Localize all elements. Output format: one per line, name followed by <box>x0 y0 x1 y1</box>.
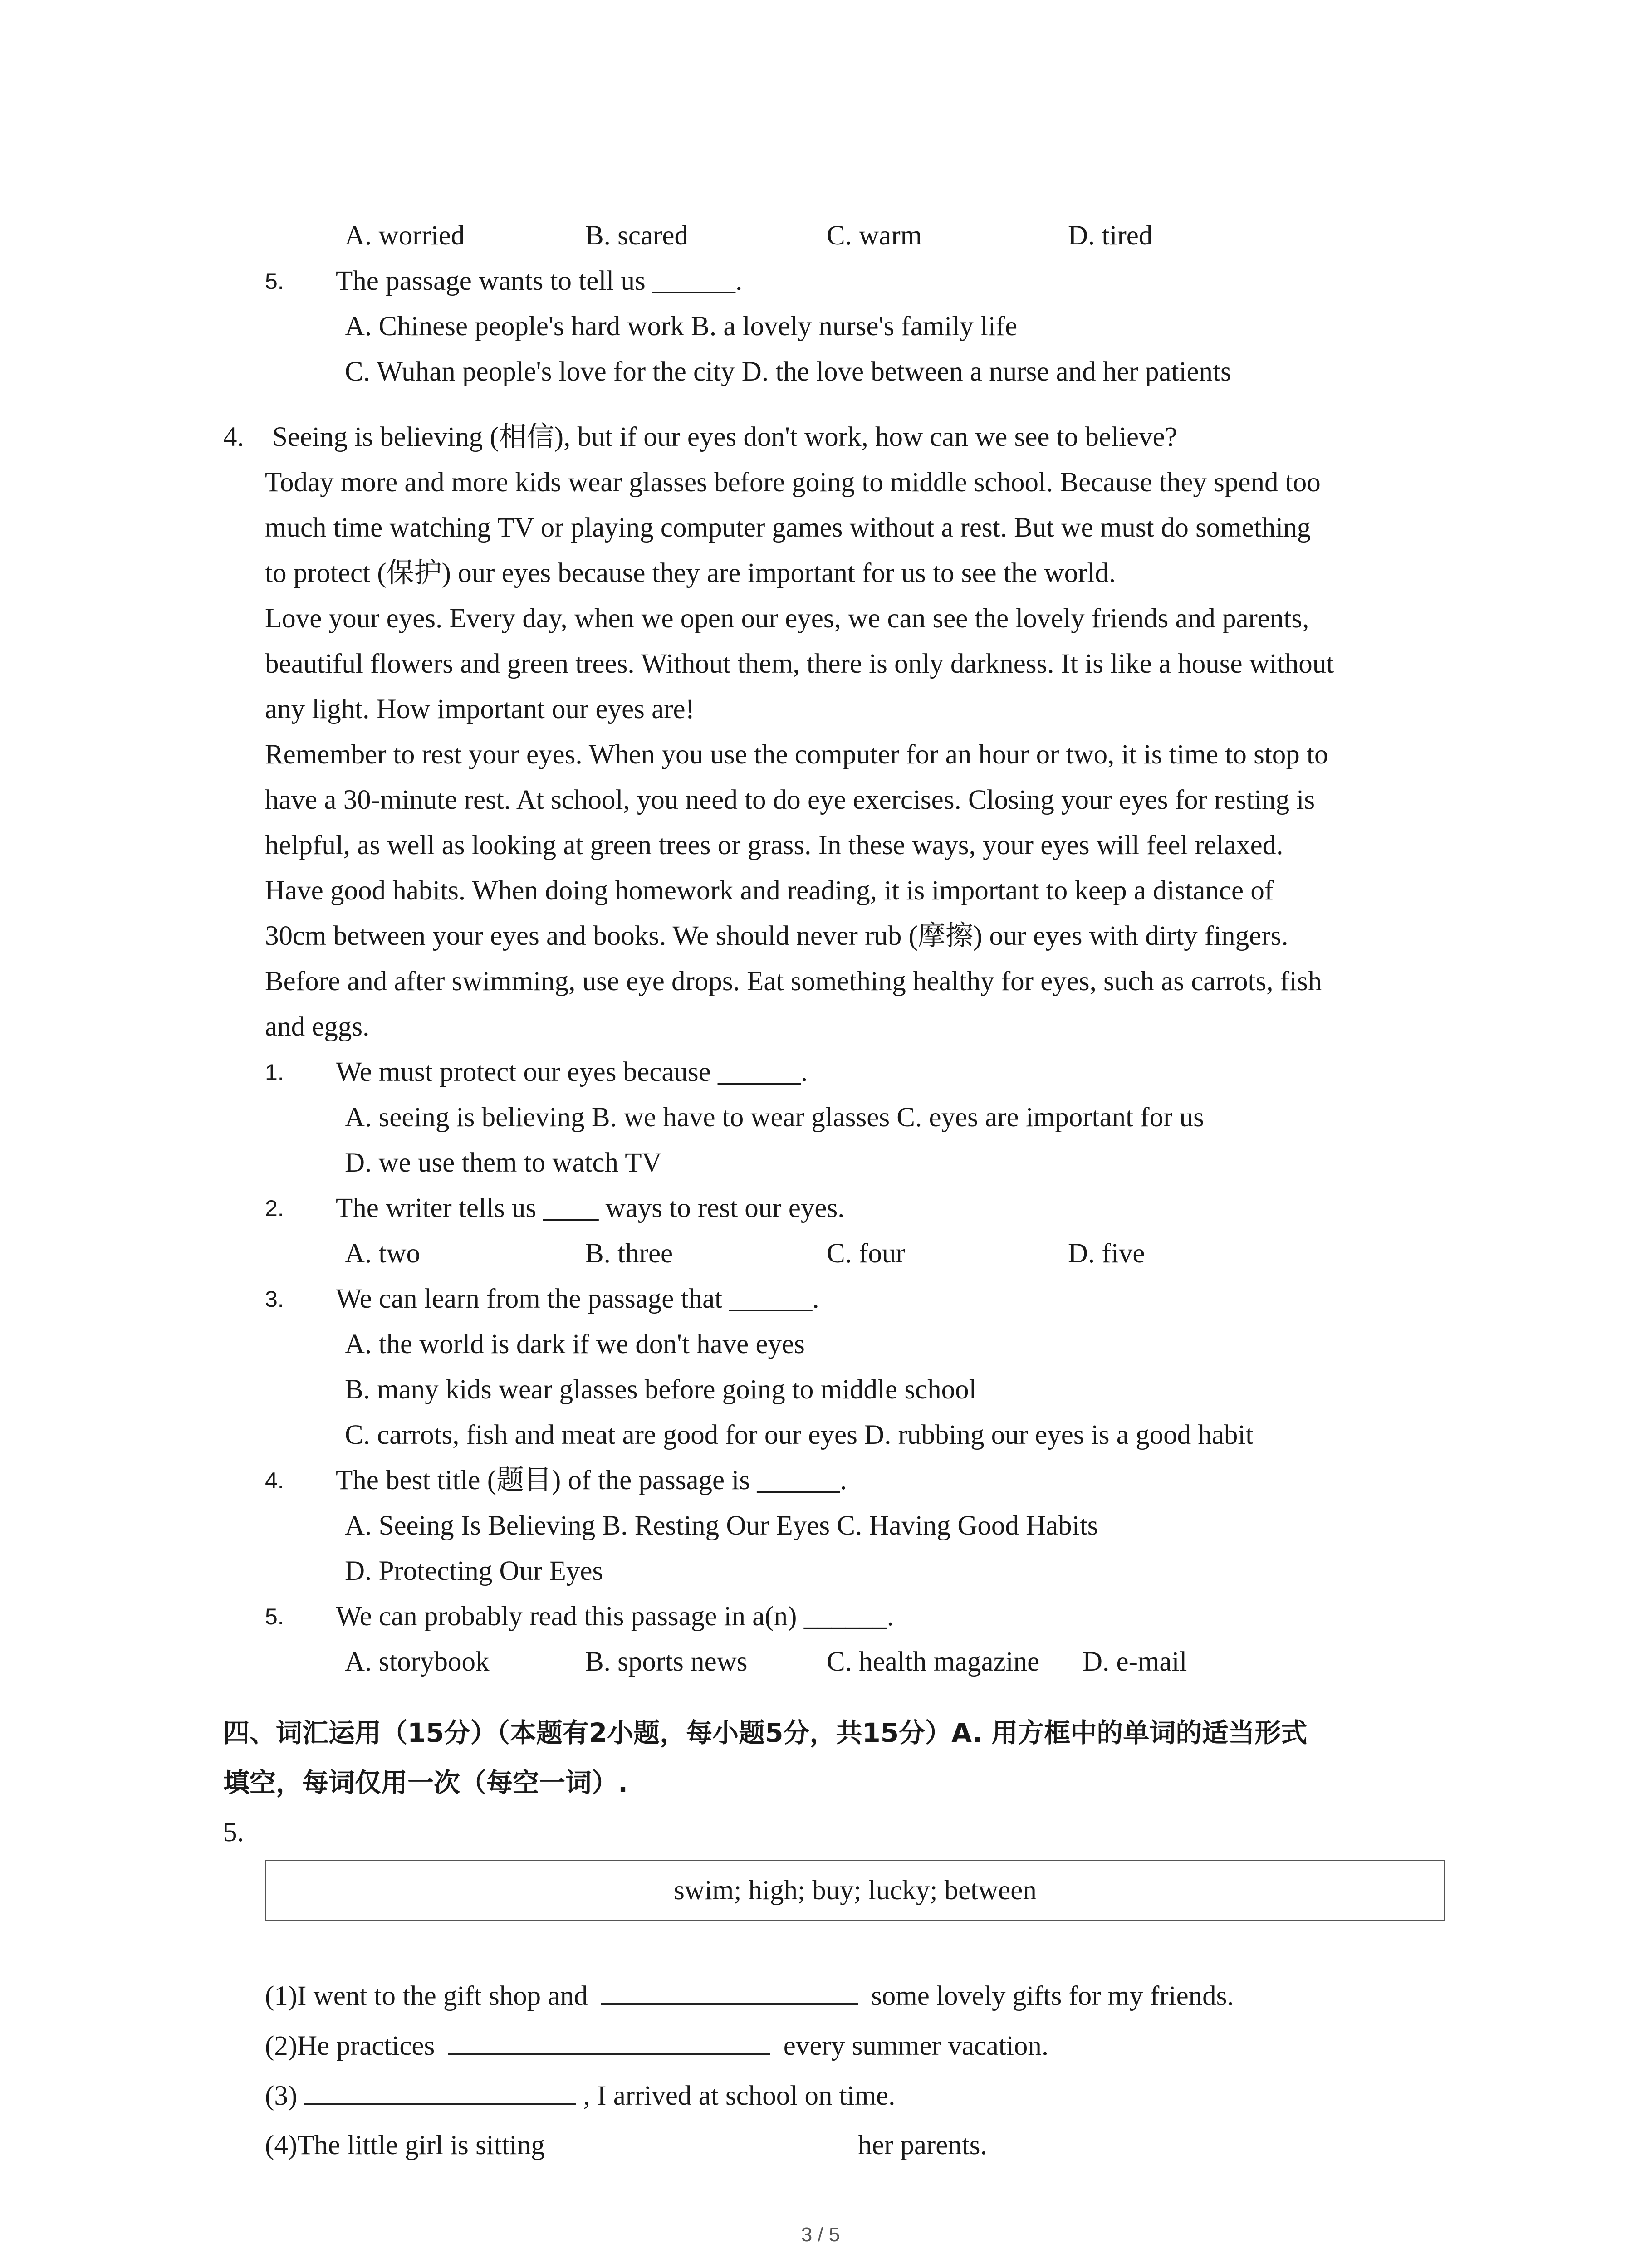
question-stem: The passage wants to tell us ______. <box>336 266 743 296</box>
answer-blank[interactable] <box>448 2028 770 2055</box>
option-d: D. e-mail <box>1083 1647 1187 1677</box>
passage-line: 30cm between your eyes and books. We should never rub (摩擦) our eyes with dirty fingers. <box>265 921 1288 951</box>
option-b: B. scared <box>585 220 688 251</box>
sentence-text: (1)I went to the gift shop and <box>265 1981 588 2011</box>
sentence-text: (4)The little girl is sitting <box>265 2130 545 2160</box>
question-number: 4. <box>265 1468 284 1493</box>
passage-line: helpful, as well as looking at green trees or grass. In these ways, your eyes will feel relaxed. <box>265 830 1283 860</box>
option-a: A. worried <box>345 220 465 251</box>
question-stem: The writer tells us ____ ways to rest our eyes. <box>336 1193 845 1223</box>
question-number: 5. <box>265 269 284 294</box>
word-box-text: swim; high; buy; lucky; between <box>674 1875 1037 1906</box>
option-c: C. warm <box>827 220 922 251</box>
option-d: D. tired <box>1068 220 1153 251</box>
option-c: C. health magazine <box>827 1647 1040 1677</box>
options-line: A. seeing is believing B. we have to wear glasses C. eyes are important for us <box>345 1102 1204 1133</box>
sentence-text: her parents. <box>858 2130 987 2160</box>
passage-number: 4. <box>223 422 244 452</box>
passage-line: Remember to rest your eyes. When you use the computer for an hour or two, it is time to stop to <box>265 739 1328 770</box>
passage-line: Love your eyes. Every day, when we open our eyes, we can see the lovely friends and parents, <box>265 603 1309 634</box>
question-stem: We can learn from the passage that ______. <box>336 1284 819 1314</box>
passage-line: any light. How important our eyes are! <box>265 694 695 724</box>
passage-line: Seeing is believing (相信), but if our eyes don't work, how can we see to believe? <box>272 422 1177 452</box>
options-line: B. many kids wear glasses before going to middle school <box>345 1374 977 1405</box>
fill-sentence <box>265 2077 895 2114</box>
options-line: A. Seeing Is Believing B. Resting Our Eyes C. Having Good Habits <box>345 1510 1098 1541</box>
passage-line: to protect (保护) our eyes because they are important for us to see the world. <box>265 558 1116 588</box>
option-b: B. sports news <box>585 1647 748 1677</box>
fill-sentence <box>265 1978 1234 2014</box>
passage-line: beautiful flowers and green trees. Without them, there is only darkness. It is like a house without <box>265 649 1334 679</box>
sentence-text: , I arrived at school on time. <box>583 2081 896 2111</box>
passage-line: much time watching TV or playing computer games without a rest. But we must do something <box>265 513 1311 543</box>
sentence-text: every summer vacation. <box>783 2031 1049 2061</box>
page-number: 3 / 5 <box>801 2224 840 2246</box>
option-d: D. five <box>1068 1238 1145 1269</box>
section-heading: 四、词汇运用（15分）（本题有2小题，每小题5分，共15分）A. 用方框中的单词的适当形式 <box>223 1717 1308 1748</box>
question-number: 5. <box>265 1604 284 1629</box>
passage-line: Before and after swimming, use eye drops. Eat something healthy for eyes, such as carrots, fish <box>265 966 1322 997</box>
sentence-text: (2)He practices <box>265 2031 435 2061</box>
options-line: A. Chinese people's hard work B. a lovely nurse's family life <box>345 311 1018 342</box>
question-stem: The best title (题目) of the passage is ______. <box>336 1465 847 1496</box>
fill-sentence <box>265 2127 987 2164</box>
passage-line: Today more and more kids wear glasses before going to middle school. Because they spend too <box>265 467 1321 498</box>
options-line: A. the world is dark if we don't have eyes <box>345 1329 805 1359</box>
fill-sentence <box>265 2028 1048 2064</box>
question-number: 3. <box>265 1286 284 1312</box>
option-c: C. four <box>827 1238 905 1269</box>
options-line: C. Wuhan people's love for the city D. the love between a nurse and her patients <box>345 357 1231 387</box>
passage-line: Have good habits. When doing homework and reading, it is important to keep a distance of <box>265 875 1274 906</box>
word-box <box>265 1860 1445 1921</box>
options-line: D. we use them to watch TV <box>345 1148 662 1178</box>
question-number: 1. <box>265 1060 284 1085</box>
answer-blank[interactable] <box>304 2077 576 2105</box>
answer-blank[interactable] <box>601 1978 858 2005</box>
question-number: 5. <box>223 1817 244 1848</box>
option-a: A. storybook <box>345 1647 490 1677</box>
options-line: C. carrots, fish and meat are good for our eyes D. rubbing our eyes is a good habit <box>345 1420 1254 1450</box>
section-heading: 填空，每词仅用一次（每空一词）. <box>223 1767 628 1798</box>
passage-line: and eggs. <box>265 1012 370 1042</box>
option-b: B. three <box>585 1238 673 1269</box>
question-stem: We must protect our eyes because ______. <box>336 1057 808 1087</box>
options-line: D. Protecting Our Eyes <box>345 1556 603 1586</box>
question-stem: We can probably read this passage in a(n) ______. <box>336 1601 894 1632</box>
question-number: 2. <box>265 1196 284 1221</box>
sentence-text: some lovely gifts for my friends. <box>871 1981 1234 2011</box>
passage-line: have a 30-minute rest. At school, you need to do eye exercises. Closing your eyes for resting is <box>265 785 1315 815</box>
sentence-text: (3) <box>265 2081 298 2111</box>
option-a: A. two <box>345 1238 421 1269</box>
